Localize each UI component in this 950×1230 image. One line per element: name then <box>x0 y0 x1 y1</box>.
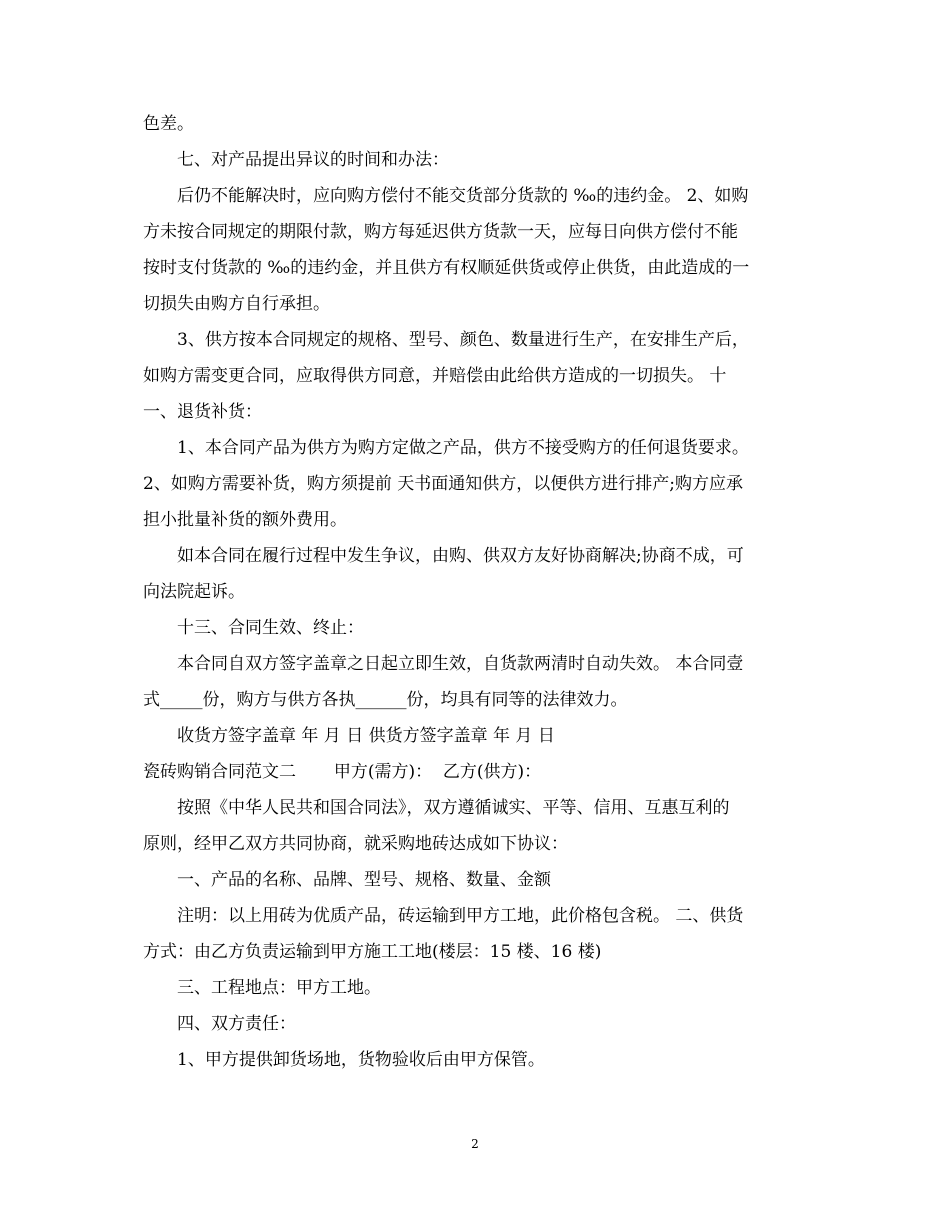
text-line: 切损失由购方自行承担。 <box>143 294 330 314</box>
text-line: 按照《中华人民共和国合同法》，双方遵循诚实、平等、信用、互惠互利的 <box>177 798 730 818</box>
text-line: 原则，经甲乙双方共同协商，就采购地砖达成如下协议： <box>143 834 568 854</box>
text-line: 色差。 <box>143 114 194 134</box>
text-line: 后仍不能解决时，应向购方偿付不能交货部分货款的 ‰的违约金。 2、如购 <box>177 186 749 206</box>
text-line: 如购方需变更合同，应取得供方同意，并赔偿由此给供方造成的一切损失。 十 <box>143 366 727 386</box>
contract-title-line: 瓷砖购销合同范文二 甲方(需方)： 乙方(供方)： <box>143 762 542 782</box>
text-line: 方未按合同规定的期限付款，购方每延迟供方货款一天，应每日向供方偿付不能 <box>143 222 738 242</box>
section-heading: 一、退货补货： <box>143 402 262 422</box>
section-heading: 十三、合同生效、终止： <box>177 618 364 638</box>
section-heading: 一、产品的名称、品牌、型号、规格、数量、金额 <box>177 870 551 890</box>
text-line: 1、本合同产品为供方为购方定做之产品，供方不接受购方的任何退货要求。 <box>177 438 749 458</box>
text-line: 2、如购方需要补货，购方须提前 天书面通知供方，以便供方进行排产;购方应承 <box>143 474 743 494</box>
section-heading: 四、双方责任： <box>177 1014 296 1034</box>
text-line: 注明：以上用砖为优质产品，砖运输到甲方工地，此价格包含税。 二、供货 <box>177 906 744 926</box>
signature-line: 收货方签字盖章 年 月 日 供货方签字盖章 年 月 日 <box>177 726 555 746</box>
text-line: 担小批量补货的额外费用。 <box>143 510 347 530</box>
section-heading: 三、工程地点：甲方工地。 <box>177 978 381 998</box>
text-line: 式_____份，购方与供方各执______份，均具有同等的法律效力。 <box>143 690 628 710</box>
text-line: 方式：由乙方负责运输到甲方施工工地(楼层：15 楼、16 楼) <box>143 942 602 962</box>
page-number: 2 <box>471 1137 479 1151</box>
text-line: 如本合同在履行过程中发生争议，由购、供双方友好协商解决;协商不成，可 <box>177 546 744 566</box>
section-heading: 七、对产品提出异议的时间和办法： <box>177 150 449 170</box>
text-line: 本合同自双方签字盖章之日起立即生效，自货款两清时自动失效。 本合同壹 <box>177 654 744 674</box>
text-line: 向法院起诉。 <box>143 582 245 602</box>
text-line: 3、供方按本合同规定的规格、型号、颜色、数量进行生产，在安排生产后， <box>177 330 749 350</box>
text-line: 按时支付货款的 ‰的违约金，并且供方有权顺延供货或停止供货，由此造成的一 <box>143 258 750 278</box>
text-line: 1、甲方提供卸货场地，货物验收后由甲方保管。 <box>177 1050 545 1070</box>
